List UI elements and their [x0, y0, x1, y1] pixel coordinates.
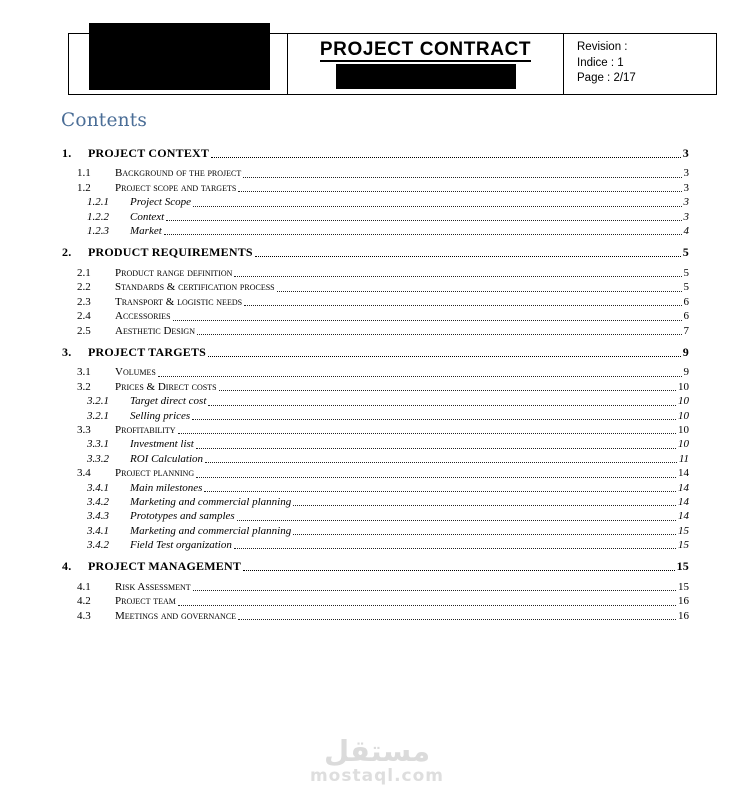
toc-entry-page: 3 — [683, 181, 689, 194]
toc-entry — [62, 224, 689, 238]
toc-entry-label: Investment list — [130, 438, 194, 451]
toc-entry-number: 4.3 — [77, 609, 91, 622]
toc-entry-page: 4 — [683, 225, 689, 238]
toc-entry-page: 3 — [683, 196, 689, 209]
page-line: Page : 2/17 — [577, 72, 636, 84]
contents-heading: Contents — [61, 110, 148, 131]
header-revision-cell — [564, 34, 716, 94]
toc-entry-label: PROJECT TARGETS — [88, 344, 207, 359]
dot-leader — [192, 419, 676, 420]
toc-entry-number: 3.4.2 — [87, 539, 109, 552]
toc-entry-number: 4.1 — [77, 580, 91, 593]
toc-entry-number: 2.1 — [77, 266, 91, 279]
toc-entry-page: 15 — [678, 580, 689, 593]
toc-entry-page: 5 — [683, 281, 689, 294]
revision-line: Revision : — [577, 41, 628, 53]
toc-entry-number: 3.4.3 — [87, 510, 109, 523]
toc-entry — [62, 609, 689, 623]
toc-entry-page: 14 — [678, 481, 689, 494]
toc-entry — [62, 495, 689, 509]
toc-entry — [62, 147, 689, 160]
dot-leader — [205, 462, 677, 463]
toc-entry-number: 2.3 — [77, 295, 91, 308]
toc-list — [62, 139, 689, 623]
dot-leader — [243, 177, 681, 178]
toc-entry-number: 3.2.1 — [87, 395, 109, 408]
dot-leader — [178, 605, 676, 606]
toc-entry-number: 3.1 — [77, 366, 91, 379]
toc-entry — [62, 280, 689, 294]
toc-entry — [62, 423, 689, 437]
toc-entry-label: Marketing and commercial planning — [130, 524, 292, 537]
dot-leader — [211, 157, 681, 158]
toc-entry-number: 3.2 — [77, 380, 91, 393]
toc-entry-label: Selling prices — [130, 409, 191, 422]
toc-entry-number: 1.1 — [77, 167, 91, 180]
dot-leader — [208, 405, 676, 406]
dot-leader — [234, 276, 681, 277]
toc-entry-page: 16 — [678, 595, 689, 608]
toc-entry-number: 2.4 — [77, 310, 91, 323]
dot-leader — [164, 234, 682, 235]
toc-entry-page: 5 — [683, 266, 689, 279]
toc-entry — [62, 466, 689, 480]
toc-entry-label: Prices & Direct costs — [115, 380, 217, 393]
toc-entry-page: 15 — [678, 524, 689, 537]
toc-entry-page: 9 — [682, 344, 689, 359]
toc-entry — [62, 524, 689, 538]
toc-entry-number: 3.3.1 — [87, 438, 109, 451]
toc-entry-page: 9 — [683, 366, 689, 379]
dot-leader — [234, 548, 676, 549]
toc-entry-page: 3 — [683, 210, 689, 223]
dot-leader — [193, 206, 682, 207]
toc-entry-page: 16 — [678, 609, 689, 622]
dot-leader — [293, 534, 676, 535]
toc-entry-label: Target direct cost — [130, 395, 207, 408]
toc-entry-number: 2. — [62, 245, 72, 260]
toc-entry-page: 10 — [678, 423, 689, 436]
toc-entry-label: Field Test organization — [130, 539, 232, 552]
toc-entry-page: 6 — [683, 310, 689, 323]
toc-entry-number: 3.4.1 — [87, 481, 109, 494]
watermark-site-url: mostaql.com — [309, 766, 445, 786]
toc-entry-page: 14 — [678, 495, 689, 508]
toc-entry-label: Aesthetic Design — [115, 324, 195, 337]
toc-entry-label: Accessories — [115, 310, 171, 323]
dot-leader — [238, 619, 676, 620]
toc-entry-label: Prototypes and samples — [130, 510, 235, 523]
toc-entry — [62, 210, 689, 224]
toc-entry — [62, 380, 689, 394]
dot-leader — [166, 220, 681, 221]
toc-entry-page: 6 — [683, 295, 689, 308]
dot-leader — [219, 390, 676, 391]
toc-entry-number: 2.5 — [77, 324, 91, 337]
toc-entry-number: 1. — [62, 146, 72, 160]
toc-entry-page: 14 — [678, 467, 689, 480]
redacted-logo-box — [89, 23, 270, 90]
dot-leader — [238, 191, 681, 192]
header-title-cell — [288, 34, 564, 94]
toc-entry — [62, 580, 689, 594]
toc-entry — [62, 246, 689, 259]
toc-entry-label: Transport & logistic needs — [115, 295, 243, 308]
toc-entry — [62, 560, 689, 573]
dot-leader — [173, 320, 682, 321]
dot-leader — [197, 334, 682, 335]
toc-entry-page: 14 — [678, 510, 689, 523]
toc-entry — [62, 324, 689, 338]
toc-entry — [62, 394, 689, 408]
redacted-subtitle-bar — [336, 64, 516, 89]
watermark — [0, 736, 754, 785]
document-title: PROJECT CONTRACT — [319, 39, 532, 60]
toc-entry-label: PROJECT CONTEXT — [88, 146, 210, 160]
toc-entry-number: 1.2.2 — [87, 210, 109, 223]
toc-entry-label: Marketing and commercial planning — [130, 495, 292, 508]
toc-entry-label: ROI Calculation — [130, 452, 204, 465]
toc-entry — [62, 167, 689, 181]
toc-entry — [62, 594, 689, 608]
dot-leader — [196, 448, 676, 449]
toc-entry-label: Project team — [115, 595, 176, 608]
toc-entry-number: 3.3 — [77, 423, 91, 436]
dot-leader — [193, 590, 676, 591]
toc-entry-label: Risk Assessment — [115, 580, 191, 593]
toc-entry-page: 7 — [683, 324, 689, 337]
toc-entry-number: 3.4 — [77, 467, 91, 480]
dot-leader — [237, 520, 676, 521]
toc-entry-number: 1.2.1 — [87, 196, 109, 209]
toc-entry-number: 3.3.2 — [87, 452, 109, 465]
dot-leader — [243, 570, 675, 571]
toc-entry-number: 3.4.2 — [87, 495, 109, 508]
dot-leader — [204, 491, 676, 492]
toc-entry-label: Project planning — [115, 467, 195, 480]
toc-entry-page: 10 — [678, 409, 689, 422]
toc-entry-page: 10 — [678, 438, 689, 451]
dot-leader — [178, 433, 676, 434]
toc-entry-page: 10 — [678, 380, 689, 393]
toc-entry — [62, 509, 689, 523]
toc-entry — [62, 346, 689, 359]
indice-line: Indice : 1 — [577, 56, 624, 69]
toc-entry-page: 5 — [682, 245, 689, 260]
toc-entry — [62, 309, 689, 323]
toc-entry-label: Standards & certification process — [115, 281, 275, 294]
toc-entry — [62, 437, 689, 451]
toc-entry — [62, 452, 689, 466]
toc-entry-number: 1.2.3 — [87, 225, 109, 238]
watermark-arabic-logo: مستقل — [323, 734, 431, 768]
toc-entry-page: 15 — [676, 559, 689, 574]
toc-entry — [62, 481, 689, 495]
toc-entry-page: 3 — [682, 146, 689, 160]
toc-entry-label: PRODUCT REQUIREMENTS — [88, 245, 253, 260]
toc-entry — [62, 266, 689, 280]
toc-entry — [62, 181, 689, 195]
toc-entry-number: 3. — [62, 344, 72, 359]
dot-leader — [293, 505, 676, 506]
toc-entry-label: Meetings and governance — [115, 609, 237, 622]
toc-entry-label: Main milestones — [130, 481, 203, 494]
toc-entry-label: Volumes — [115, 366, 156, 379]
toc-entry-page: 10 — [678, 395, 689, 408]
dot-leader — [255, 256, 681, 257]
toc-entry — [62, 195, 689, 209]
toc-entry — [62, 409, 689, 423]
toc-entry-page: 3 — [683, 167, 689, 180]
toc-entry-number: 4.2 — [77, 595, 91, 608]
toc-entry-label: Profitability — [115, 423, 176, 436]
toc-entry-label: Project Scope — [130, 196, 191, 209]
toc-entry-label: Context — [130, 210, 165, 223]
toc-entry-page: 11 — [678, 452, 689, 465]
dot-leader — [208, 356, 681, 357]
toc-entry-label: Product range definition — [115, 266, 233, 279]
toc-entry-number: 3.2.1 — [87, 409, 109, 422]
dot-leader — [196, 477, 676, 478]
toc-entry-label: Project scope and targets — [115, 181, 237, 194]
toc-entry-page: 15 — [678, 539, 689, 552]
toc-entry — [62, 295, 689, 309]
toc-entry — [62, 538, 689, 552]
dot-leader — [277, 291, 682, 292]
toc-entry-label: Background of the project — [115, 167, 242, 180]
dot-leader — [244, 305, 681, 306]
dot-leader — [158, 376, 682, 377]
toc-entry-label: PROJECT MANAGEMENT — [88, 559, 242, 574]
toc-entry-label: Market — [130, 225, 162, 238]
toc-entry-number: 1.2 — [77, 181, 91, 194]
toc-entry-number: 3.4.1 — [87, 524, 109, 537]
toc-entry-number: 4. — [62, 559, 72, 574]
toc-entry-number: 2.2 — [77, 281, 91, 294]
toc-entry — [62, 365, 689, 379]
